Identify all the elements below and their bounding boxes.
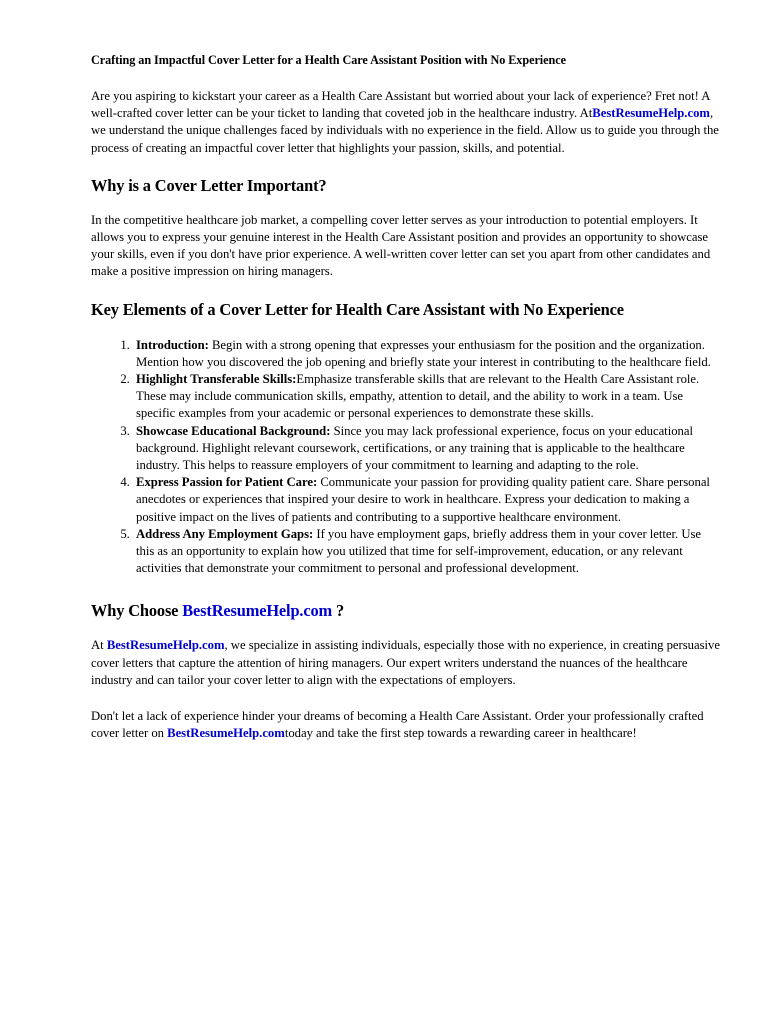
list-item-term: Address Any Employment Gaps: <box>136 526 314 541</box>
list-item-term: Highlight Transferable Skills: <box>136 372 297 387</box>
brand-link-paragraph-2[interactable]: BestResumeHelp.com <box>167 726 285 741</box>
list-item-term: Express Passion for Patient Care: <box>136 475 318 490</box>
why-choose-p1-part-2: , we specialize in assisting individuals, especially those with no experience, in creating persuasive cover letters that capture the attention of hiring managers. Our expert writers understand the nuances of the healthcare industry and can tailor your cover letter to align with the expectations of employers. <box>91 638 720 687</box>
list-item <box>133 474 721 526</box>
heading-why-choose-prefix: Why Choose <box>91 601 183 621</box>
list-item-text: Communicate your passion for providing quality patient care. Share personal anecdotes or experiences that inspired your desire to work in healthcare. Express your dedication to making a positive impact on the lives of patients and contributing to a supportive healthcare environment. <box>136 475 710 524</box>
brand-link-heading[interactable]: BestResumeHelp.com <box>182 601 333 621</box>
list-item-term: Introduction: <box>136 337 209 352</box>
page-title: Crafting an Impactful Cover Letter for a Health Care Assistant Position with No Experience <box>91 53 566 67</box>
list-item-term: Showcase Educational Background: <box>136 423 331 438</box>
heading-why-choose-suffix: ? <box>332 601 345 621</box>
list-item-text: Begin with a strong opening that expresses your enthusiasm for the position and the organization. Mention how you discovered the job opening and briefly state your interest in contributing to the healthcare field. <box>136 337 711 369</box>
document-content <box>91 52 721 742</box>
intro-text-part-2: , we understand the unique challenges faced by individuals with no experience in the field. Allow us to guide you through the process of creating an impactful cover letter that highlights your passion, skills, and potential. <box>91 106 719 155</box>
intro-paragraph <box>91 88 721 157</box>
list-item-text: Emphasize transferable skills that are relevant to the Health Care Assistant role. These may include communication skills, empathy, attention to detail, and the ability to work in a team. Use specific examples from your academic or personal experiences to demonstrate these skills. <box>136 372 700 421</box>
heading-why-choose <box>91 601 721 621</box>
list-item <box>133 423 721 475</box>
intro-text-part-1: Are you aspiring to kickstart your career as a Health Care Assistant but worried about your lack of experience? Fret not! A well-crafted cover letter can be your ticket to landing that coveted job in the healthcare industry. At <box>91 89 710 121</box>
list-item <box>133 371 721 423</box>
why-choose-p1-part-1: At <box>91 638 107 653</box>
why-choose-paragraph-2 <box>91 708 721 742</box>
brand-link-intro[interactable]: BestResumeHelp.com <box>592 106 710 121</box>
list-item <box>133 526 721 578</box>
heading-key-elements: Key Elements of a Cover Letter for Health Care Assistant with No Experience <box>91 299 624 319</box>
importance-paragraph: In the competitive healthcare job market, a compelling cover letter serves as your introduction to potential employers. It allows you to express your genuine interest in the Health Care Assistant position and provides an opportunity to showcase your skills, even if you don't have prior experience. A well-written cover letter can set you apart from other candidates and make a positive impression on hiring managers. <box>91 212 711 279</box>
why-choose-paragraph-1 <box>91 637 721 689</box>
why-choose-p2-part-1: Don't let a lack of experience hinder your dreams of becoming a Health Care Assistant. Order your professionally crafted cover letter on <box>91 709 704 741</box>
why-choose-p2-part-2: today and take the first step towards a rewarding career in healthcare! <box>284 726 637 741</box>
heading-why-cover-letter-important: Why is a Cover Letter Important? <box>91 175 327 195</box>
list-item-text: Since you may lack professional experience, focus on your educational background. Highlight relevant coursework, certifications, or any training that is applicable to the healthcare industry. This helps to reassure employers of your commitment to learning and adapting to the role. <box>136 423 693 473</box>
brand-link-paragraph-1[interactable]: BestResumeHelp.com <box>106 638 225 653</box>
list-item-text: If you have employment gaps, briefly address them in your cover letter. Use this as an opportunity to explain how you utilized that time for self-improvement, education, or any relevant activities that demonstrate your commitment to personal and professional development. <box>136 526 702 576</box>
key-elements-list <box>91 337 721 578</box>
list-item <box>133 337 721 371</box>
